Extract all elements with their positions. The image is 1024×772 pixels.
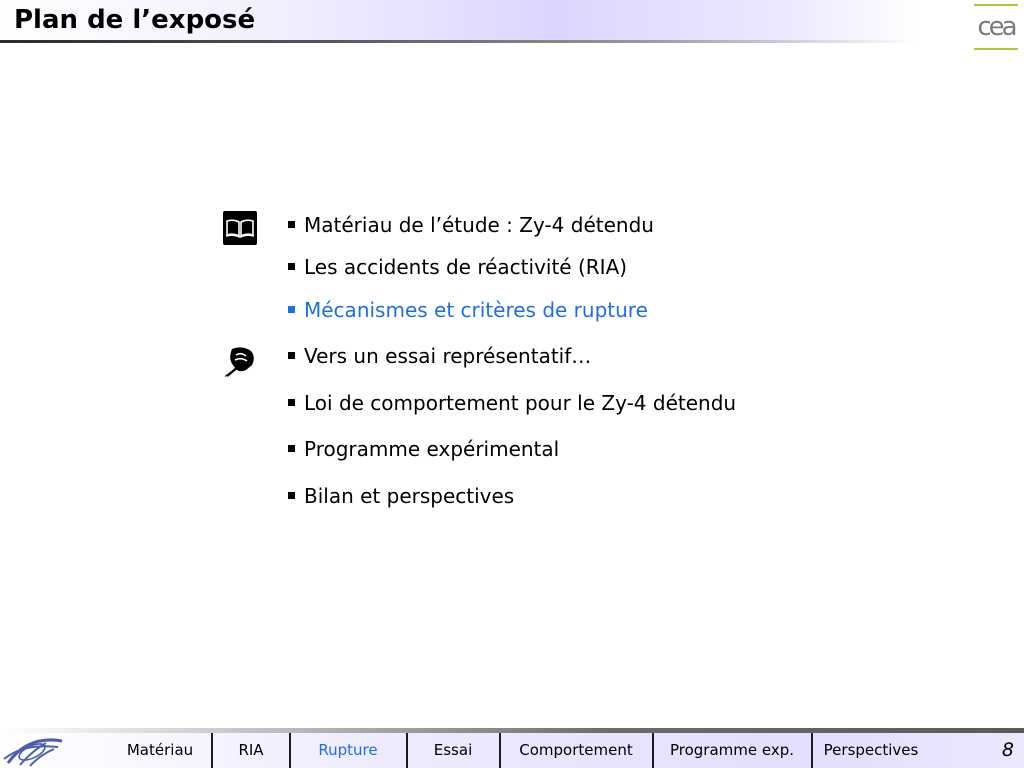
agenda-item-label: Les accidents de réactivité (RIA)	[304, 255, 628, 279]
nav-separator	[652, 733, 654, 768]
nav-separator	[811, 733, 813, 768]
footer-nav-materiau[interactable]: Matériau	[126, 741, 194, 759]
agenda-item	[288, 436, 559, 462]
cea-logo	[972, 4, 1020, 50]
agenda-item	[288, 390, 736, 416]
writing-hand-icon	[224, 343, 258, 377]
logo-top-bar	[974, 4, 1018, 6]
agenda-item-active	[288, 297, 648, 323]
footer-nav-perspectives[interactable]: Perspectives	[823, 741, 919, 759]
nav-separator	[406, 733, 408, 768]
nav-separator	[289, 733, 291, 768]
bullet-icon	[288, 306, 295, 313]
agenda-item	[288, 343, 591, 369]
open-book-icon	[223, 211, 257, 245]
agenda-item	[288, 212, 654, 238]
bullet-icon	[288, 445, 295, 452]
agenda-item	[288, 254, 627, 280]
logo-bottom-bar	[974, 48, 1018, 50]
footer-nav-programme[interactable]: Programme exp.	[669, 741, 795, 759]
footer-nav-ria[interactable]: RIA	[238, 741, 264, 759]
agenda-item-label: Matériau de l’étude : Zy-4 détendu	[304, 213, 654, 237]
bullet-icon	[288, 263, 295, 270]
agenda-item-label: Loi de comportement pour le Zy-4 détendu	[304, 391, 737, 415]
agenda-item-label: Programme expérimental	[304, 437, 560, 461]
agenda-item-label: Mécanismes et critères de rupture	[304, 298, 648, 322]
nav-separator	[499, 733, 501, 768]
title-underline	[0, 40, 920, 43]
agenda-item	[288, 483, 514, 509]
footer-nav-rupture[interactable]: Rupture	[318, 741, 378, 759]
bullet-icon	[288, 221, 295, 228]
footer-nav-essai[interactable]: Essai	[433, 741, 473, 759]
bullet-icon	[288, 352, 295, 359]
slide-title: Plan de l’exposé	[14, 5, 256, 35]
footer-nav-comportement[interactable]: Comportement	[519, 741, 633, 759]
agenda-item-label: Bilan et perspectives	[304, 484, 515, 508]
institution-logo-icon	[2, 733, 72, 768]
bullet-icon	[288, 399, 295, 406]
page-number: 8	[1001, 739, 1014, 761]
logo-wordmark: cea	[977, 12, 1015, 42]
nav-separator	[211, 733, 213, 768]
agenda-item-label: Vers un essai représentatif…	[304, 344, 592, 368]
bullet-icon	[288, 492, 295, 499]
